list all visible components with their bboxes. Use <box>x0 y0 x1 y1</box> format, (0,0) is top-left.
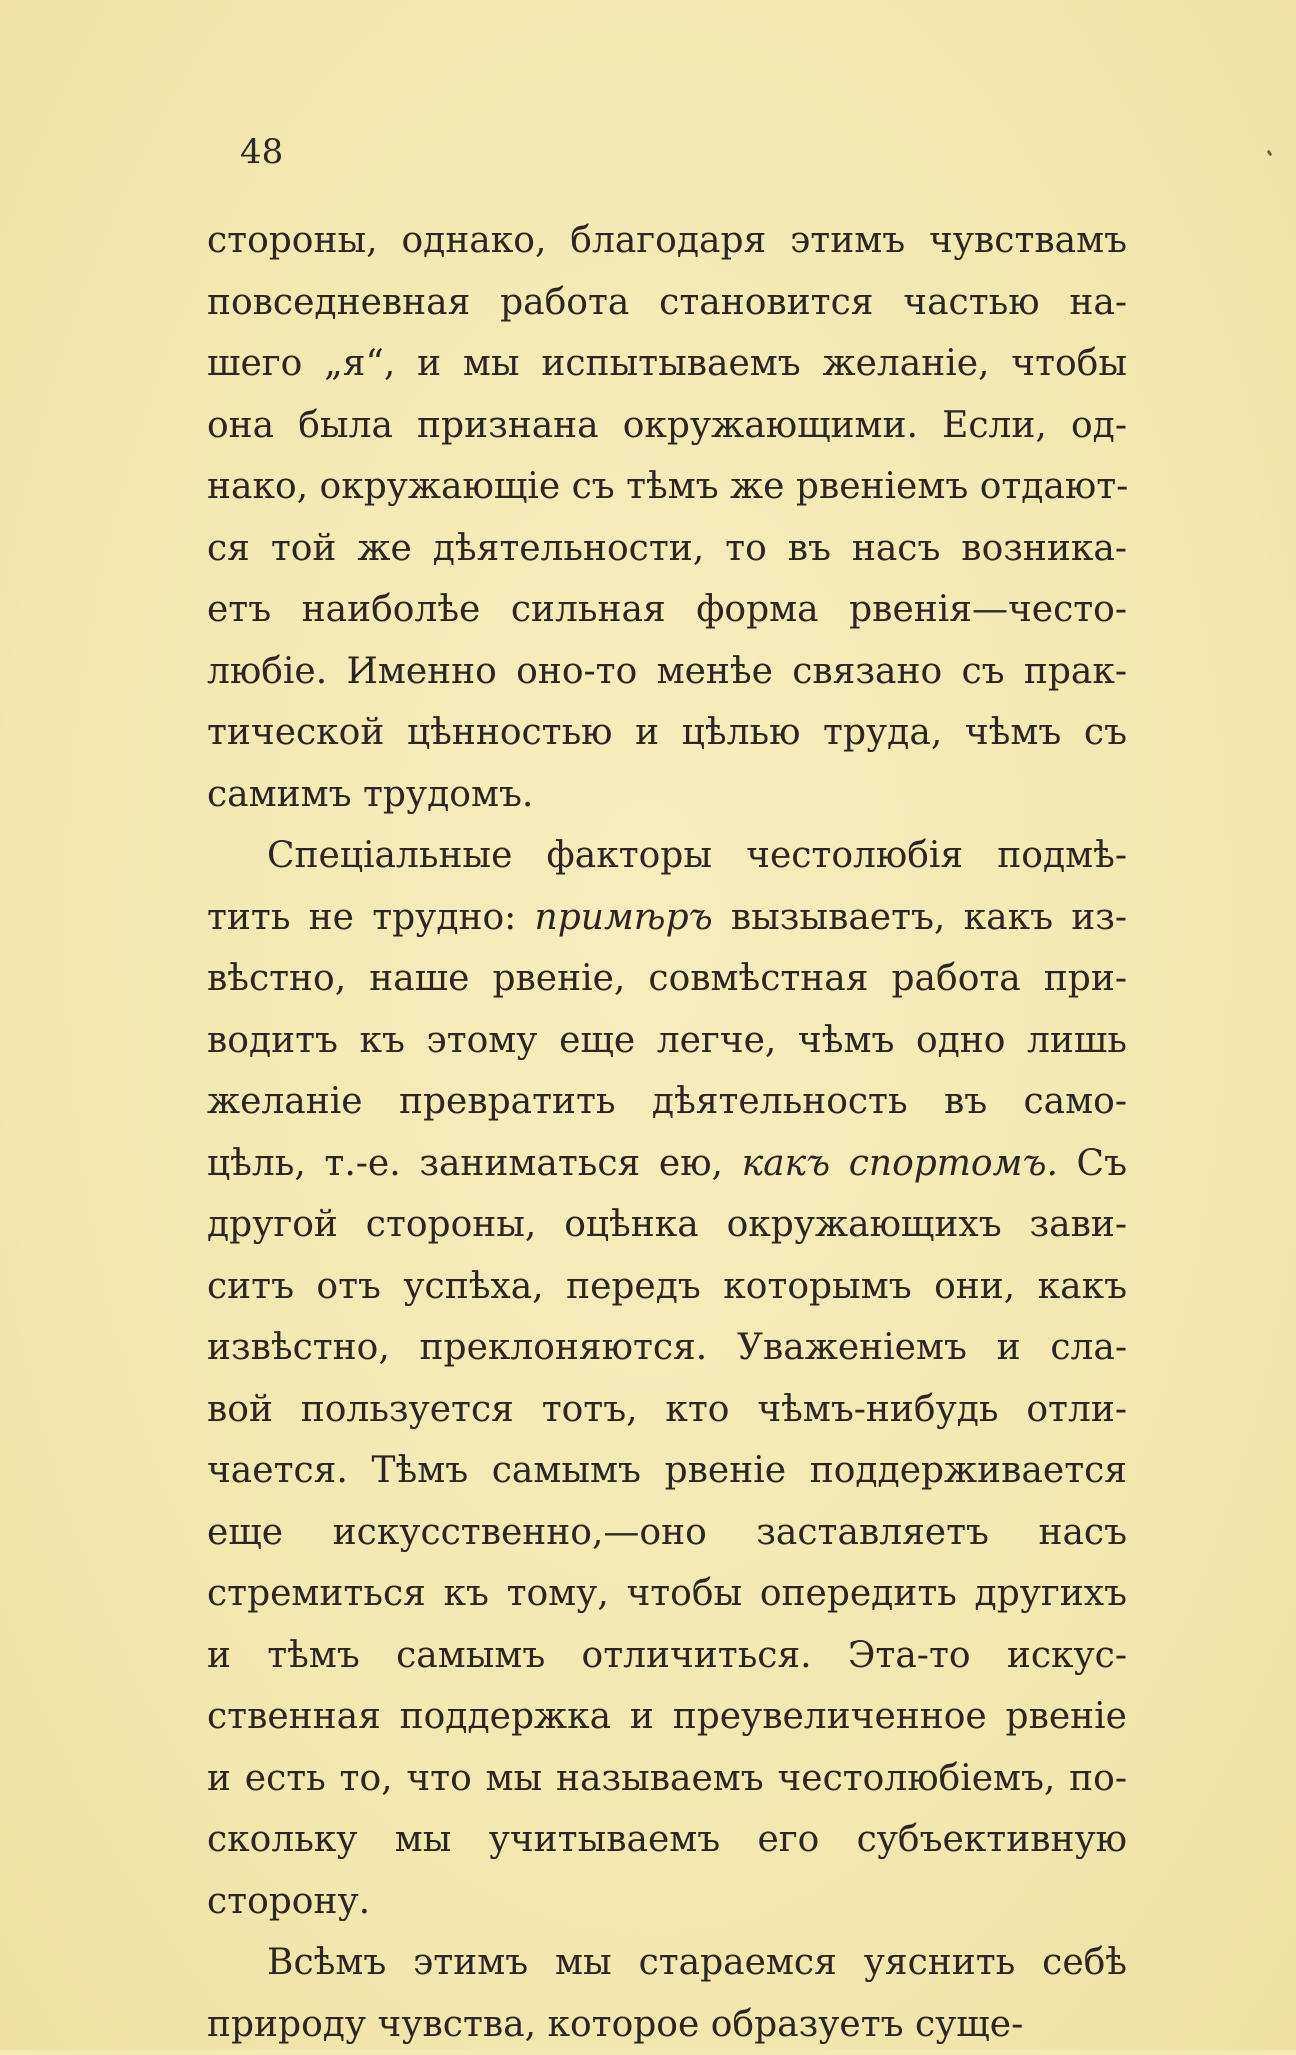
text-line <box>207 764 1127 826</box>
text-line <box>207 1994 1127 2055</box>
text-line <box>207 1932 1127 1994</box>
text-segment: стремиться къ тому, чтобы опередить другихъ <box>207 1573 1127 1614</box>
text-line <box>207 1686 1127 1748</box>
text-line <box>207 518 1127 580</box>
text-line <box>207 1010 1127 1072</box>
text-segment: вызываетъ, какъ из- <box>713 897 1127 938</box>
text-segment: етъ наиболѣе сильная форма рвенія—често- <box>207 589 1127 630</box>
text-segment: желаніе превратить дѣятельность въ само- <box>207 1081 1127 1122</box>
text-segment: вой пользуется тотъ, кто чѣмъ-нибудь отли- <box>207 1389 1127 1430</box>
text-line <box>207 1133 1127 1195</box>
text-line <box>207 395 1127 457</box>
text-segment: ственная поддержка и преувеличенное рвеніе <box>207 1696 1127 1737</box>
text-segment: чается. Тѣмъ самымъ рвеніе поддерживается <box>207 1450 1127 1491</box>
text-line <box>207 1625 1127 1687</box>
text-line <box>207 1317 1127 1379</box>
text-segment: и есть то, что мы называемъ честолюбіемъ, по- <box>207 1758 1127 1799</box>
text-line <box>207 1871 1127 1933</box>
italic-text: примѣръ <box>535 897 713 938</box>
text-line <box>207 1563 1127 1625</box>
text-line <box>207 1379 1127 1441</box>
text-segment: самимъ трудомъ. <box>207 774 533 815</box>
text-line <box>207 948 1127 1010</box>
text-segment: сторону. <box>207 1881 370 1922</box>
ink-speck <box>1267 150 1273 157</box>
paragraph <box>207 825 1127 1932</box>
paragraph <box>207 1932 1127 2055</box>
text-line <box>207 1809 1127 1871</box>
text-segment: еще искусственно,—оно заставляетъ насъ <box>207 1512 1127 1553</box>
text-line <box>207 1071 1127 1133</box>
text-line <box>207 456 1127 518</box>
text-segment: и тѣмъ самымъ отличиться. Эта-то искус- <box>207 1635 1127 1676</box>
text-line <box>207 825 1127 887</box>
text-segment: скольку мы учитываемъ его субъективную <box>207 1819 1127 1860</box>
text-segment: Съ <box>1058 1143 1127 1184</box>
text-segment: ситъ отъ успѣха, передъ которымъ они, какъ <box>207 1266 1127 1307</box>
text-segment: повседневная работа становится частью на- <box>207 282 1127 323</box>
text-segment: цѣль, т.-е. заниматься ею, <box>207 1143 742 1184</box>
text-segment: Всѣмъ этимъ мы стараемся уяснить себѣ <box>267 1942 1127 1983</box>
text-segment: она была признана окружающими. Если, од- <box>207 405 1127 446</box>
text-segment: другой стороны, оцѣнка окружающихъ зави- <box>207 1204 1127 1245</box>
text-segment: тить не трудно: <box>207 897 535 938</box>
text-segment: нако, окружающіе съ тѣмъ же рвеніемъ отдают- <box>207 466 1128 507</box>
text-line <box>207 1440 1127 1502</box>
text-line <box>207 272 1127 334</box>
text-line <box>207 887 1127 949</box>
text-segment: ся той же дѣятельности, то въ насъ возника- <box>207 528 1127 569</box>
text-line <box>207 1502 1127 1564</box>
text-segment: извѣстно, преклоняются. Уваженіемъ и сла- <box>207 1327 1127 1368</box>
text-segment: любіе. Именно оно-то менѣе связано съ прак- <box>207 651 1127 692</box>
text-segment: водитъ къ этому еще легче, чѣмъ одно лишь <box>207 1020 1127 1061</box>
text-line <box>207 1256 1127 1318</box>
text-line <box>207 702 1127 764</box>
text-segment: природу чувства, которое образуетъ суще- <box>207 2004 1023 2045</box>
text-line <box>207 641 1127 703</box>
text-line <box>207 333 1127 395</box>
text-segment: стороны, однако, благодаря этимъ чувствамъ <box>207 220 1127 261</box>
paragraph <box>207 210 1127 825</box>
text-segment: вѣстно, наше рвеніе, совмѣстная работа при- <box>207 958 1127 999</box>
text-segment: тической цѣнностью и цѣлью труда, чѣмъ съ <box>207 712 1127 753</box>
text-line <box>207 579 1127 641</box>
text-line <box>207 1748 1127 1810</box>
text-line <box>207 1194 1127 1256</box>
text-line <box>207 210 1127 272</box>
body-text <box>207 210 1127 2055</box>
italic-text: какъ спортомъ. <box>742 1143 1058 1184</box>
page-number: 48 <box>240 132 283 172</box>
text-segment: шего „я“, и мы испытываемъ желаніе, чтобы <box>207 343 1127 384</box>
text-segment: Спеціальные факторы честолюбія подмѣ- <box>267 835 1127 876</box>
